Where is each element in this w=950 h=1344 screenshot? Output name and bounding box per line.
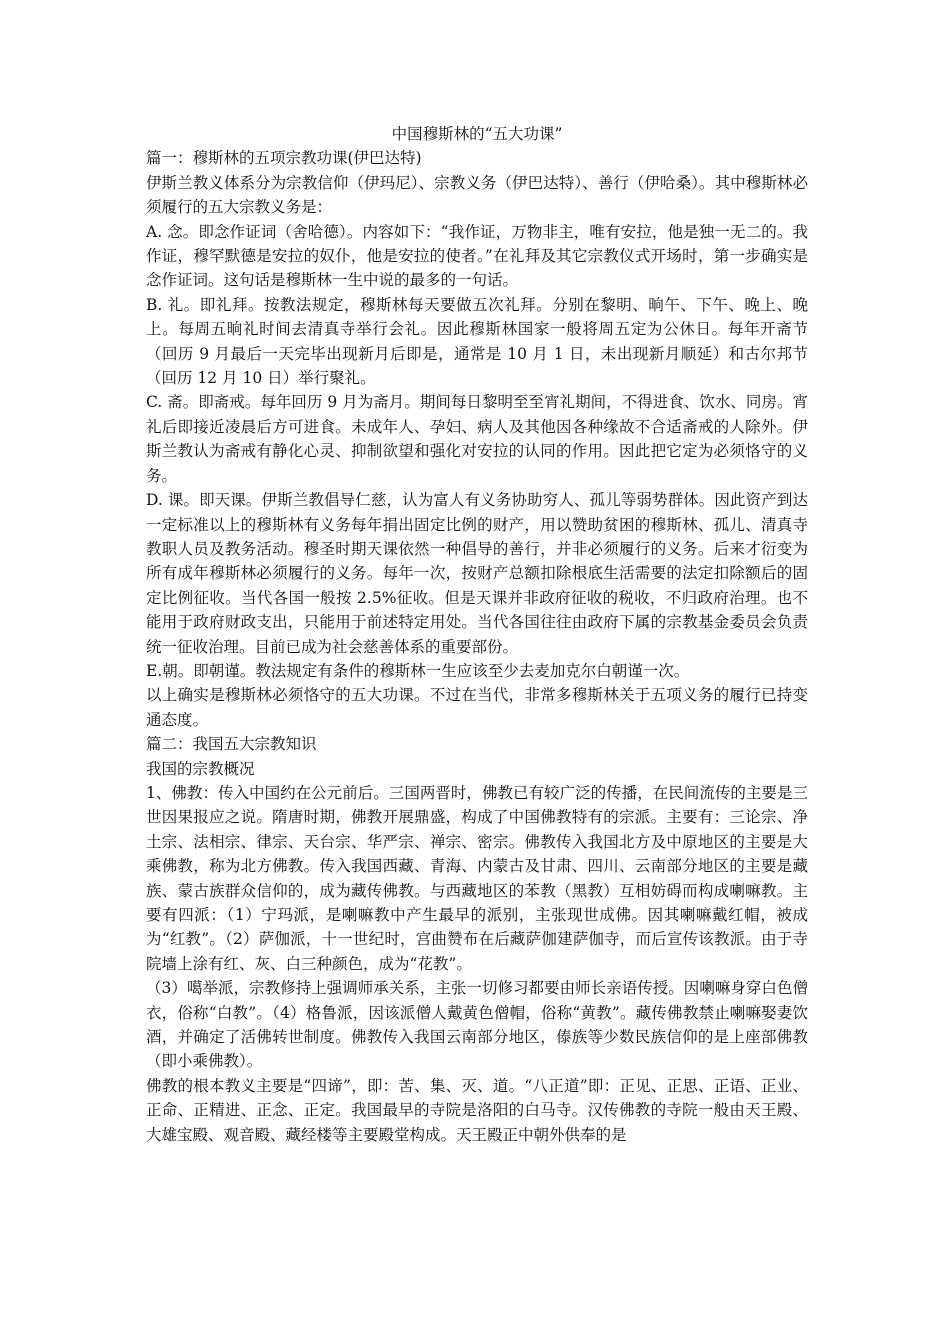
document-title: 中国穆斯林的“五大功课” [391, 125, 563, 143]
paragraph-item-d: D. 课。即天课。伊斯兰教倡导仁慈，认为富人有义务协助穷人、孤儿等弱势群体。因此资产到达一定标准以上的穆斯林有义务每年捐出固定比例的财产，用以赞助贫困的穆斯林、孤儿、清真寺教职人员及教务活动。穆圣时期天课依然一种倡导的善行，并非必须履行的义务。后来才衍变为所有成年穆斯林必须履行的义务。每年一次，按财产总额扣除根底生活需要的法定扣除额后的固定比例征收。当代各国一般按 2.5%征收。但是天课并非政府征收的税收，不归政府治理。也不能用于政府财政支出，只能用于前述特定用处。当代各国往往由政府下属的宗教基金委员会负责统一征收治理。目前已成为社会慈善体系的重要部份。 [146, 491, 808, 656]
paragraph-summary: 以上确实是穆斯林必须恪守的五大功课。不过在当代，非常多穆斯林关于五项义务的履行已持变通态度。 [146, 686, 808, 729]
paragraph-heading-2: 篇二：我国五大宗教知识 [146, 735, 317, 754]
paragraph-heading-1: 篇一：穆斯林的五项宗教功课(伊巴达特) [146, 149, 422, 168]
document-page [146, 122, 808, 1147]
paragraph-buddhism-sects: （3）噶举派，宗教修持上强调师承关系，主张一切修习都要由师长亲语传授。因喇嘛身穿白色僧衣，俗称“白教”。（4）格鲁派，因该派僧人戴黄色僧帽，俗称“黄教”。藏传佛教禁止喇嘛娶妻饮酒，并确定了活佛转世制度。佛教传入我国云南部分地区，傣族等少数民族信仰的是上座部佛教（即小乘佛教）。 [146, 979, 808, 1071]
paragraph-item-a: A. 念。即念作证词（舍哈德）。内容如下：“我作证，万物非主，唯有安拉，他是独一无二的。我作证，穆罕默德是安拉的奴仆，他是安拉的使者。”在礼拜及其它宗教仪式开场时，第一步确实是念作证词。这句话是穆斯林一生中说的最多的一句话。 [146, 222, 808, 290]
paragraph-item-e: E.朝。即朝谨。教法规定有条件的穆斯林一生应该至少去麦加克尔白朝谨一次。 [146, 661, 690, 680]
paragraph: 伊斯兰教义体系分为宗教信仰（伊玛尼）、宗教义务（伊巴达特）、善行（伊哈桑）。其中穆斯林必须履行的五大宗教义务是： [146, 173, 808, 217]
paragraph-item-c: C. 斋。即斋戒。每年回历 9 月为斋月。期间每日黎明至至宵礼期间，不得进食、饮水、同房。宵礼后即接近凌晨后方可进食。未成年人、孕妇、病人及其他因各种缘故不合适斋戒的人除外。伊斯兰教认为斋戒有静化心灵、抑制欲望和强化对安拉的认同的作用。因此把它定为必须恪守的义务。 [146, 393, 808, 485]
paragraph-buddhism: 1、佛教：传入中国约在公元前后。三国两晋时，佛教已有较广泛的传播，在民间流传的主要是三世因果报应之说。隋唐时期，佛教开展鼎盛，构成了中国佛教特有的宗派。主要有：三论宗、净土宗、法相宗、律宗、天台宗、华严宗、禅宗、密宗。佛教传入我国北方及中原地区的主要是大乘佛教，称为北方佛教。传入我国西藏、青海、内蒙古及甘肃、四川、云南部分地区的主要是藏族、蒙古族群众信仰的，成为藏传佛教。与西藏地区的苯教（黑教）互相妨碍而构成喇嘛教。主要有四派：（1）宁玛派，是喇嘛教中产生最早的派别，主张现世成佛。因其喇嘛戴红帽，被成为“红教”。（2）萨伽派，十一世纪时，宫曲赞布在后藏萨伽建萨伽寺，而后宣传该教派。由于寺院墙上涂有红、灰、白三种颜色，成为“花教”。 [146, 783, 808, 973]
paragraph-buddhism-doctrine: 佛教的根本教义主要是“四谛”，即：苦、集、灭、道。“八正道”即：正见、正思、正语、正业、正命、正精进、正念、正定。我国最早的寺院是洛阳的白马寺。汉传佛教的寺院一般由天王殿、大雄宝殿、观音殿、藏经楼等主要殿堂构成。天王殿正中朝外供奉的是 [146, 1076, 808, 1144]
paragraph-subheading: 我国的宗教概况 [146, 759, 255, 778]
paragraph-item-b: B. 礼。即礼拜。按教法规定，穆斯林每天要做五次礼拜。分别在黎明、晌午、下午、晚上、晚上。每周五晌礼时间去清真寺举行会礼。因此穆斯林国家一般将周五定为公休日。每年开斋节（回历 9 月最后一天完毕出现新月后即是，通常是 10 月 1 日，未出现新月顺延）和古尔邦节（回历 12 月 10 日）举行聚礼。 [146, 295, 808, 388]
